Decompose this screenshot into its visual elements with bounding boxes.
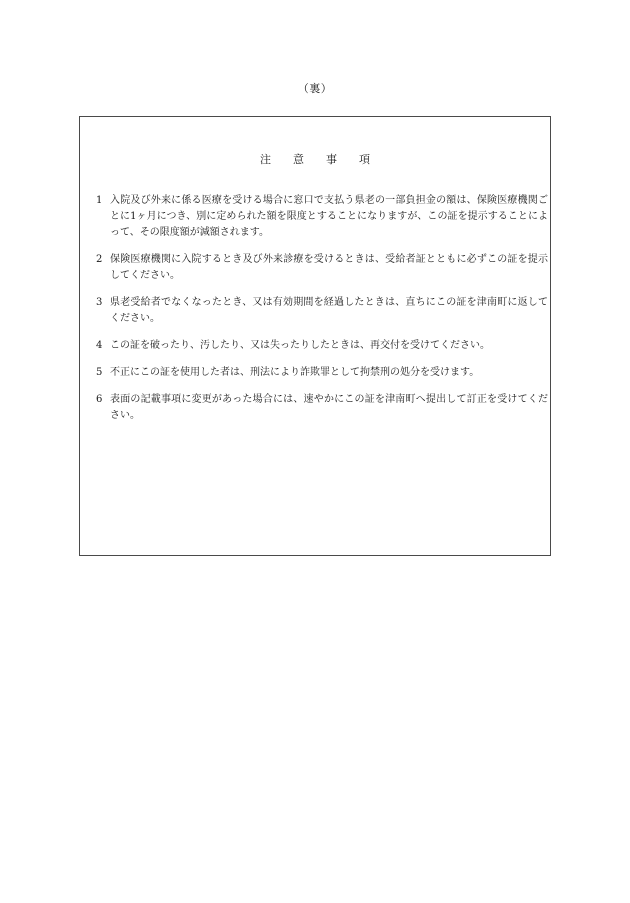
notice-item-number: 3: [96, 297, 103, 308]
notice-item-number: 5: [96, 367, 103, 378]
notice-item-5: [96, 365, 548, 381]
notice-item-text: 表面の記載事項に変更があった場合には、速やかにこの証を津南町へ提出して訂正を受けてください。: [110, 394, 548, 421]
notice-box: [79, 116, 551, 556]
notice-item-6: [96, 392, 548, 424]
notice-item-text: 県老受給者でなくなったとき、又は有効期間を経過したときは、直ちにこの証を津南町に返してください。: [110, 297, 548, 324]
notice-item-text: 不正にこの証を使用した者は、刑法により詐欺罪として拘禁刑の処分を受けます。: [110, 367, 480, 378]
page-side-label: （裏）: [297, 82, 333, 95]
notice-list: [96, 193, 548, 435]
notice-item-1: [96, 193, 548, 241]
notice-item-number: 1: [96, 195, 103, 206]
notice-item-text: 入院及び外来に係る医療を受ける場合に窓口で支払う県老の一部負担金の額は、保険医療機関ごとに1ヶ月につき、別に定められた額を限度とすることになりますが、この証を提示することによって、その限度額が減額されます。: [110, 195, 548, 238]
notice-item-2: [96, 252, 548, 284]
notice-item-number: 4: [96, 340, 103, 351]
notice-item-3: [96, 295, 548, 327]
notice-item-4: [96, 338, 548, 354]
notice-item-text: 保険医療機関に入院するとき及び外来診療を受けるときは、受給者証とともに必ずこの証を提示してください。: [110, 254, 548, 281]
notice-item-number: 6: [96, 394, 103, 405]
notice-item-number: 2: [96, 254, 103, 265]
notice-item-text: この証を破ったり、汚したり、又は失ったりしたときは、再交付を受けてください。: [110, 340, 490, 351]
notice-title: 注意事項: [260, 153, 392, 166]
